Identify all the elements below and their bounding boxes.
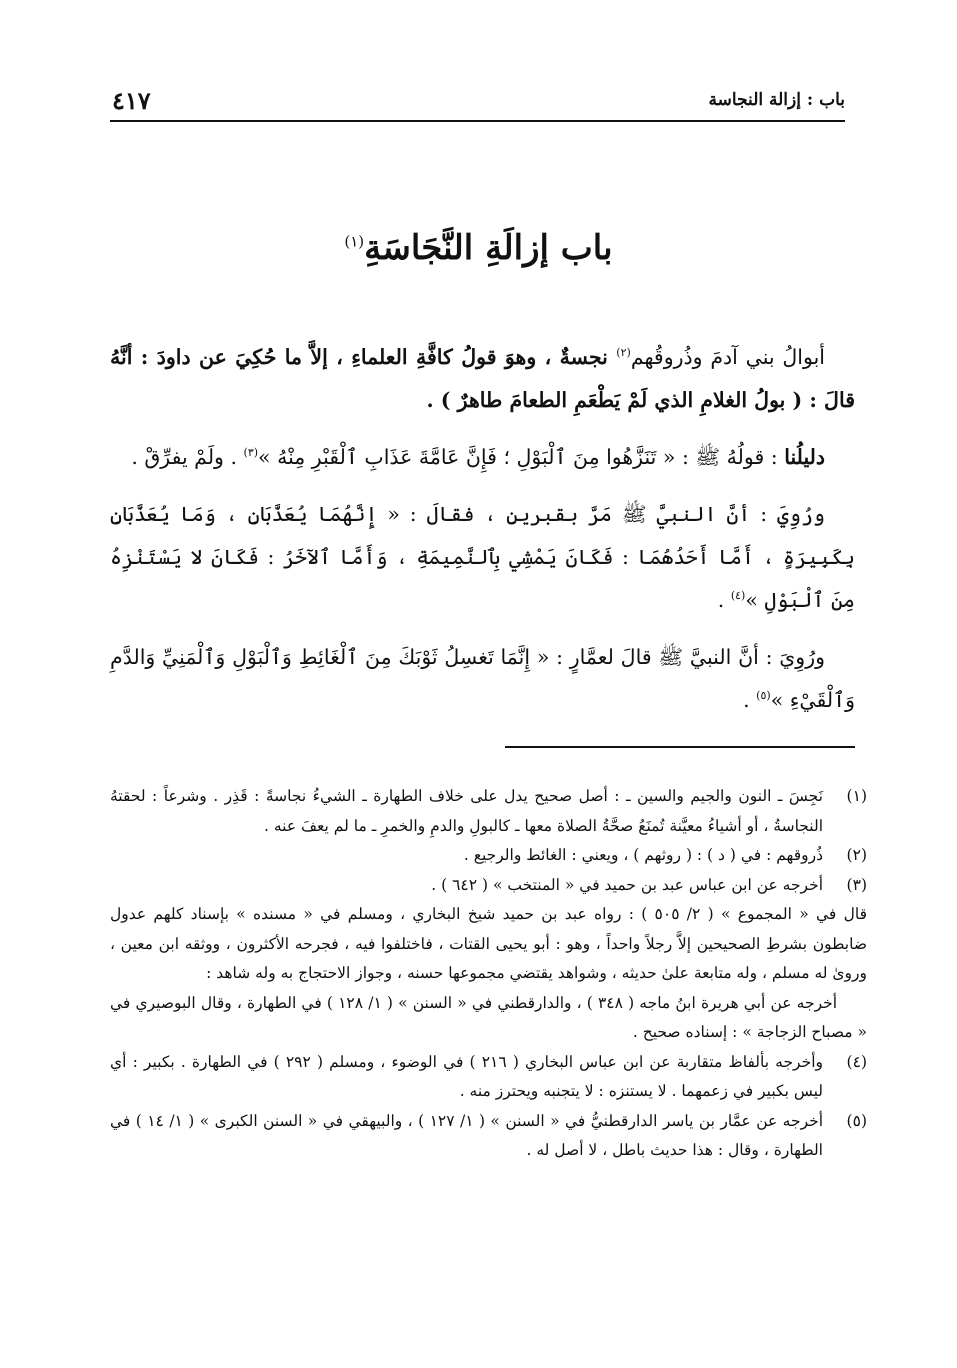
footnote-3-continuation-2: أخرجه عن أبي هريرة ابنُ ماجه ( ٣٤٨ ) ، والدارقطني في « السنن » ( ١/ ١٢٨ ) في الطهارة ، وقال البوصيري في « مصباح الزجاجة » : إسناده صحيح . xyxy=(110,993,867,1041)
footnote-text: أخرجه عن عمَّار بن ياسر الدارقطنيُّ في « السنن » ( ١/ ١٢٧ ) ، والبيهقي في « السنن الكبرى » ( ١/ ١٤ ) في الطهارة ، وقال : هذا حديث باطل ، لا أصل له . xyxy=(110,1111,824,1159)
footnote-number: (١) xyxy=(846,787,867,805)
paragraph-3-text-a: ورُوِيَ : أنَّ النبيَّ ﷺ مَرَّ بقبرينِ ، فقالَ : « إِنَّهُمَا يُعَذَّبَانِ ، وَمَا يُعَذَّبَانِ بِكَبِيرَةٍ ، أَمَّا أَحَدُهُمَا : فَكَانَ يَمْشِي بِٱلنَّمِيمَةِ ، وَأَمَّا ٱلآخَرُ : فَكَانَ لا يَسْتَنْزِهُ مِنَ ٱلْبَوْلِ » xyxy=(110,502,855,612)
footnote-3-continuation: قال في « المجموع » ( ٢/ ٥٠٥ ) : رواه عبد بن حميد شيخ البخاري ، ومسلم في « مسنده » بإسناد كلهم عدول ضابطون بشرطِ الصحيحين إلاَّ رجلاً واحداً ، وهو : أبو يحيى القتات ، فاختلفوا فيه ، فجرحه الأكثرون ، ووثقه ابن معين ، وروىٰ له مسلم ، وله متابعة علىٰ حديثه ، وشواهد يقتضي مجموعها حسنه ، وجواز الاحتجاج به وله شاهد : xyxy=(110,905,868,982)
paragraph-2-text-b: . ولَمْ يفرِّقْ . xyxy=(131,445,244,469)
footnote-ref-5: (٥) xyxy=(756,689,771,703)
paragraph-3-text-b: . xyxy=(717,588,731,612)
paragraph-1-text-b: نجسةٌ ، وهوَ قولُ كافَّةِ العلماءِ ، إلاَّ ما حُكِيَ عن داودَ : أنَّهُ قالَ : ( بولُ الغلامِ الذي لَمْ يَطْعَمِ الطعامَ طاهرٌ ) . xyxy=(110,345,855,412)
paragraph-2-text-a: : قولُهُ ﷺ : « تَنَزَّهُوا مِنَ ٱلْبَوْلِ ؛ فَإِنَّ عَامَّةَ عَذَابِ ٱلْقَبْرِ مِنْهُ » xyxy=(258,445,785,469)
footnotes xyxy=(110,782,867,1166)
paragraph-1 xyxy=(110,336,855,422)
page-number: ٤١٧ xyxy=(112,86,151,115)
footnote-text: وأخرجه بألفاظ متقاربة عن ابن عباس البخاري ( ٢١٦ ) في الوضوء ، ومسلم ( ٢٩٢ ) في الطهارة . بكبير : أي ليس بكبير في زعمهما . لا يستنزه : لا يتجنبه ويحترز منه . xyxy=(110,1052,823,1100)
paragraph-3 xyxy=(110,493,855,622)
footnote-text: أخرجه عن ابن عباس عبد بن حميد في « المنتخب » ( ٦٤٢ ) . xyxy=(431,875,823,894)
footnote-text: نَجِسَ ـ النون والجيم والسين ـ : أصل صحيح يدل على خلاف الطهارة ـ الشيءُ نجاسةً : قَذِر . وشرعاً : لحقتهُ النجاسةُ ، أو أشياءُ معيَّنة تُمنَعُ صحَّةُ الصلاة معها ـ كالبولِ والدمِ والخمرِ ـ ما لم يعفَ عنه . xyxy=(110,787,823,835)
paragraph-4-text-b: . xyxy=(743,688,757,712)
footnote-5 xyxy=(110,1107,867,1166)
footnote-number: (٢) xyxy=(846,846,867,864)
paragraph-2-lead: دليلُنا xyxy=(784,445,825,469)
footnote-3 xyxy=(110,871,867,901)
footnote-ref-4: (٤) xyxy=(730,589,746,603)
chapter-title-text: باب إزالَةِ النَّجَاسَةِ xyxy=(364,228,613,268)
footnote-number: (٥) xyxy=(846,1111,867,1130)
footnote-ref-3: (٣) xyxy=(243,446,259,460)
chapter-title xyxy=(0,228,957,268)
chapter-footnote-ref: (١) xyxy=(344,232,365,251)
paragraph-2 xyxy=(110,436,855,479)
paragraph-4 xyxy=(110,636,855,722)
running-header xyxy=(112,88,845,118)
footnote-number: (٣) xyxy=(846,875,867,894)
footnote-2 xyxy=(110,841,867,871)
footnote-number: (٤) xyxy=(846,1052,867,1071)
footnote-text: ذُروقهم : في ( د ) : ( روثهم ) ، ويعني : الغائط والرجيع . xyxy=(463,846,823,864)
main-text xyxy=(110,336,855,736)
footnote-separator xyxy=(505,746,855,748)
paragraph-4-text-a: ورُوِيَ : أنَّ النبيَّ ﷺ قالَ لعمَّارٍ : « إِنَّمَا تَغسِلُ ثَوْبَكَ مِنَ ٱلْغَائِطِ وَٱلْبَوْلِ وَٱلْمَنِيِّ وَالدَّمِ وَٱلْقَيْءِ » xyxy=(110,645,855,712)
footnote-ref-2: (٢) xyxy=(616,346,631,360)
footnote-1 xyxy=(110,782,867,841)
running-title: باب : إزالة النجاسة xyxy=(708,90,845,110)
footnote-4 xyxy=(110,1048,867,1107)
header-rule xyxy=(110,120,845,122)
paragraph-1-text-a: أبوالُ بني آدمَ وذُروقُهم xyxy=(630,345,825,369)
